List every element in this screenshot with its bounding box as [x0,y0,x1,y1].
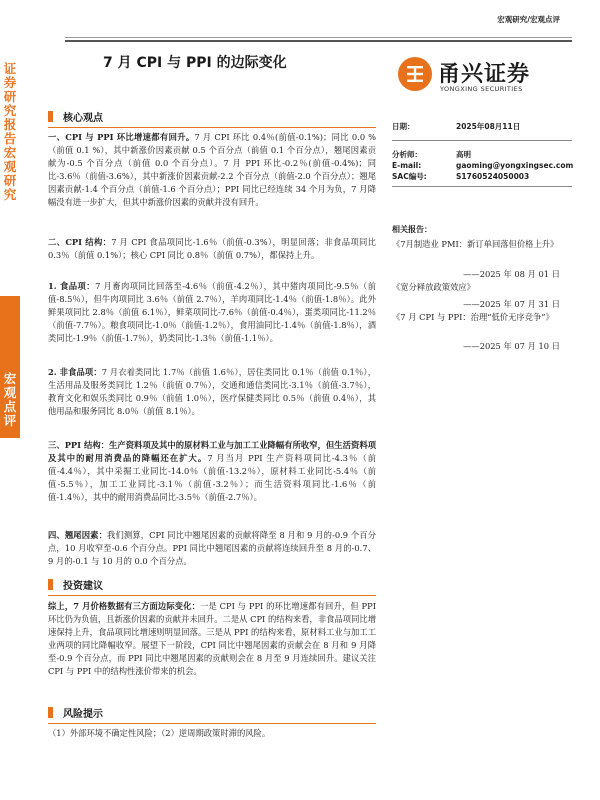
related-reports-header: 相关报告： [392,225,432,234]
company-logo [398,55,558,105]
section-marker-icon [48,579,53,590]
para-lead: 综上，7 月价格数据有三方面边际变化： [48,601,201,611]
sac-label: SAC编号: [392,172,427,181]
para-body: 7 月 CPI 环比 0.4％(前值-0.1%)；同比 0.0 %（前值 0.1 %），其中新涨价因素贡献 0.5 个百分点（前值 0.1 个百分点），翘尾因素贡献为-0.5 个百分点（前值 0.0 个百分点）。7 月 PPI 环比-0.2％(前值-0.4%)；同比-3.6％（前值-3.6%），其中新涨价因素贡献-2.2 个百分点（前值-2.0 个百分点）；翘尾因素贡献-1.4 个百分点（前值-1.6 个百分点）；PPI 同比已经连续 34 个月为负，7 月降幅没有进一步扩大，但其中新涨价因素的贡献并没有回升。 [48,132,376,207]
logo-name-en: YONGXING SECURITIES [440,85,523,93]
paragraph-carryover [48,529,376,568]
logo-name-cn: 甬兴证券 [438,62,531,87]
analyst-value: 高明 [456,150,471,159]
section-core-label: 核心观点 [63,112,103,124]
section-rule [48,595,376,596]
paragraph-risk: （1）外部环境不确定性风险；（2）逆周期政策时滞的风险。 [48,728,271,738]
report-date [392,122,520,132]
sac-value: S1760524050003 [456,172,530,181]
paragraph-ppi-structure [48,439,376,504]
page-title: 7 月 CPI 与 PPI 的边际变化 [103,55,287,71]
section-invest-header [48,577,103,591]
paragraph-nonfood [48,366,376,418]
para-body: 我们测算，CPI 同比中翘尾因素的贡献将降至 8 月和 9 月的-0.9 个百分点，10 月收窄至-0.6 个百分点。PPI 同比中翘尾因素的贡献将连续回升至 8 月的-0.7、9 月的-0.1 与 10 月的 0.0 个百分点。 [48,530,376,566]
sidebar-vertical-top: 证券研究报告宏观研究 [3,61,17,202]
related-report-date: ——2025 年 07 月 10 日 [463,341,560,351]
related-report-title[interactable]: 《宽分释放政策效应》 [392,282,475,292]
para-lead: 四、翘尾因素： [48,530,108,540]
sidebar-vertical-block: 宏观点评 [3,371,17,428]
header-rule-dark [65,40,572,42]
section-risk-label: 风险提示 [63,708,103,720]
date-value: 2025年08月11日 [456,122,521,131]
para-lead: 2. 非食品项： [48,367,102,377]
header-rule [65,37,572,38]
report-category: 宏观研究/宏观点评 [497,15,560,24]
paragraph-cpi-ppi [48,131,376,209]
para-body: 7 月衣着类同比 1.7％（前值 1.6％），居住类同比 0.1％（前值 0.1％），生活用品及服务类同比 1.2％（前值 0.7％），交通和通信类同比-3.1％（前值-3.7％），教育文化和娱乐类同比 0.9％（前值 1.0％），医疗保健类同比 0.5％（前值 0.4％），其他用品和服务同比 8.0％（前值 8.1％）。 [48,367,376,416]
related-report-date: ——2025 年 08 月 01 日 [463,269,560,279]
analyst-line [392,150,471,160]
para-body: 7 月 CPI 食品项同比-1.6％（前值-0.3%），明显回落；非食品项同比 0.3％（前值 0.1%）；核心 CPI 同比 0.8％（前值 0.7%），都保持上升。 [48,237,376,260]
para-lead: 1. 食品项： [48,281,96,291]
related-report-title[interactable]: 《7月制造业 PMI：新订单回落但价格上升》 [392,239,559,249]
related-report-title[interactable]: 《7 月 CPI 与 PPI：治理“低价无序竞争”》 [392,312,554,322]
section-rule [48,127,376,128]
email-line [392,161,573,171]
paragraph-invest [48,600,376,678]
meta-rule-2 [392,186,572,187]
paragraph-cpi-structure [48,236,376,262]
para-body: 7 月畜肉项同比回落至-4.6％（前值-4.2％），其中猪肉项同比-9.5％（前值-8.5％），但牛肉项同比 3.6％（前值 2.7％），羊肉项同比-1.4％（前值-1.8％）。此外鲜果项同比 2.8％（前值 6.1％），鲜菜项同比-7.6％（前值-0.4％），蛋类项同比-11.2％（前值-7.7％）。粮食项同比-1.0％（前值-1.2％），食用油同比-1.4％（前值-1.8％），酒类同比-1.9％（前值-1.7％），奶类同比-1.3％（前值-1.1％）。 [48,281,376,343]
related-report-date: ——2025 年 07 月 31 日 [463,299,560,309]
section-risk-header [48,705,103,719]
para-lead: 二、CPI 结构： [48,237,112,247]
section-rule [48,723,376,724]
logo-mark-icon [398,57,432,91]
email-label: E-mail: [392,161,422,170]
para-body: 一是 CPI 与 PPI 的环比增速都有回升，但 PPI 环比仍为负值，且新涨价因素的贡献并未回升。二是从 CPI 的结构来看，非食品项同比增速保持上升，食品项同比增速则明显回落。三是从 PPI 的结构来看，原材料工业与加工工业两项的同比降幅收窄。展望下一阶段，CPI 同比中翘尾因素的贡献会在 8 月和 9 月降至-0.9 个百分点，而 PPI 同比中翘尾因素的贡献则会在 8 月至 9 月连续回升。建议关注 CPI 与 PPI 中的结构性涨价带来的机会。 [48,601,376,676]
email-value[interactable]: gaoming@yongxingsec.com [456,161,574,170]
para-lead: 三、PPI 结构：生产资料项及其中的原材料工业与加工工业降幅有所收窄，但生活资料项及其中的耐用消费品的降幅还在扩大。 [48,440,376,463]
para-body: 7 月当月 PPI 生产资料项同比-4.3％（前值-4.4％），其中采掘工业同比-14.0％（前值-13.2％），原材料工业同比-5.4％（前值-5.5％），加工工业同比-3.1％（前值-3.2％）；而生活资料项同比-1.6％（前值-1.4％），其中的耐用消费品同比-3.5％（前值-2.7％）。 [48,453,376,502]
analyst-label: 分析师： [392,150,422,159]
sac-line [392,172,529,182]
para-lead: 一、CPI 与 PPI 环比增速都有回升。 [48,132,195,142]
section-invest-label: 投资建议 [63,580,103,592]
section-core-header [48,109,103,123]
date-label: 日期： [392,122,415,131]
paragraph-food [48,280,376,345]
section-marker-icon [48,707,53,718]
section-marker-icon [48,111,53,122]
meta-rule [392,140,572,141]
